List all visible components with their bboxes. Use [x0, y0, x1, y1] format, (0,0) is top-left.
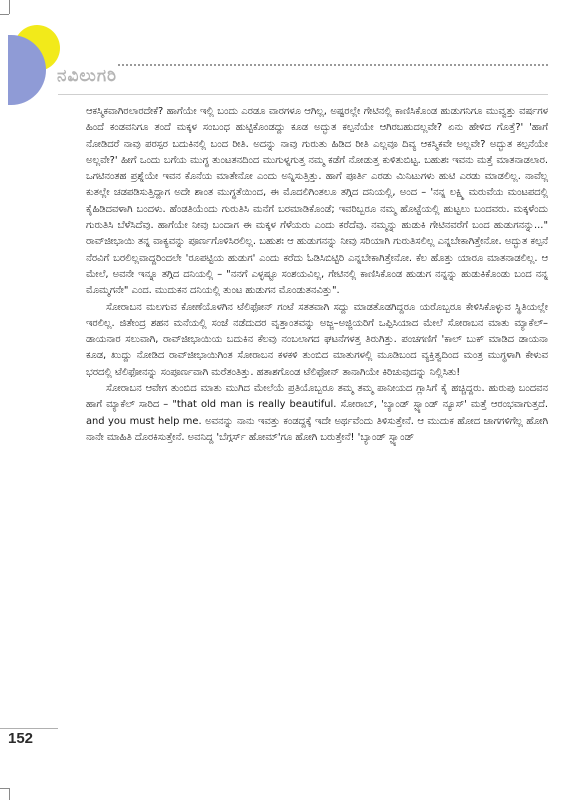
page-number-rule — [0, 728, 58, 729]
crop-mark-top-left-vertical — [9, 0, 10, 14]
paragraph-1: ಆಕಸ್ಮಿಕವಾಗಿರಲಾರದೇಕೆ? ಹಾಗೆಯೇ ಇಲ್ಲಿ ಬಂದು ಎರಡೂ ವಾರಗಳೂ ಆಗಿಲ್ಲ, ಅಷ್ಟರಲ್ಲೇ ಗೇಟಿನಲ್ಲಿ ಕಾಣಿಸಿಕೊಂಡ ಹುಡುಗನಿಗೂ ಮುವ್ವತ್ತು ವರ್ಷಗಳ ಹಿಂದೆ ಕಂಡವನಿಗೂ ತಂದೆ ಮಕ್ಕಳ ಸಂಬಂಧ ಹುಟ್ಟಿಕೊಂಡದ್ದು ಕೂಡ ಅದ್ಭುತ ಕಲ್ಪನೆಯೇ ಆಗಿರಬಹುದಲ್ಲವೇ? ಏನು ಹೇಳಿದ ಗೊತ್ತೆ?' 'ಹಾಗೆ ನೋಡಿದರೆ ನಾವು ಪರಸ್ಪರ ಬದುಕಿನಲ್ಲಿ ಬಂದ ರೀತಿ. ಅದನ್ನು ನಾವು ಗುರುತು ಹಿಡಿದ ರೀತಿ ಎಲ್ಲವೂ ದಿವ್ಯ ಆಕಸ್ಮಿಕವೇ ಅಲ್ಲವೇ? ಅದ್ಭುತ ಕಲ್ಪನೆಯೇ ಅಲ್ಲವೇ?' ಹೀಗೆ ಒಂದು ಬಗೆಯ ಮುಗ್ಧ ತುಂಟತನದಿಂದ ಮುಗುಳ್ನಗುತ್ತ ನಮ್ಮ ಕಡೆಗೆ ನೋಡುತ್ತ ಕುಳಿತುಬಿಟ್ಟ. ಬಹುಶಃ ಇವನು ಮತ್ತೆ ಮಾತನಾಡಲಾರ. ಒಗಟಿನಂತಹ ಪ್ರಶ್ನೆಯೇ ಇವನ ಕೊನೆಯ ಮಾತೇನೋ ಎಂದು ಅನ್ನಿಸುತ್ತಿತ್ತು. ಹಾಗೆ ಪೂರ್ತಿ ಎರಡು ಮಿನಿಟುಗಳು ಹುಟಿ ಎರಡು ಮಾಡಲಿಲ್ಲ. ನಾವೆಲ್ಲ ಕುತಲ್ಲೇ ಚಡಪಡಿಸುತ್ತಿದ್ದಾಗ ಅದೇ ಶಾಂತ ಮುಗ್ಧತೆಯಿಂದ, ಈ ಮೊದಲಿಗಿಂತಲೂ ತಗ್ಗಿದ ದನಿಯಲ್ಲಿ, ಅಂದ – 'ನನ್ನ ಲಕ್ಷ್ಮಿ ಮರುವೆಯ ಮಂಟಪದಲ್ಲಿ ಕೈಹಿಡಿದವಳಾಗಿ ಬಂದಳು. ಹೆಂಡತಿಯೆಂದು ಗುರುತಿಸಿ ಮನೆಗೆ ಬರಮಾಡಿಕೊಂಡೆ; ಇವರಿಬ್ಬರೂ ನಮ್ಮ ಹೊಟ್ಟೆಯಲ್ಲಿ ಹುಟ್ಟಲು ಬಂದವರು. ಮಕ್ಕಳೆಂದು ಗುರುತಿಸಿ ಬೆಳೆಸಿದೆವು. ಹಾಗೆಯೇ ನೀವು ಬಂದಾಗ ಈ ಮಕ್ಕಳ ಗೆಳೆಯರು ಎಂದು ಕರೆದೆವು. ನಮ್ಮನ್ನು ಹುಡುಕಿ ಗೇಟಿನವರೆಗೆ ಬಂದ ಹುಡುಗನನ್ನು..." ರಾವ್‌ಜೀಭಾಯಿ ತನ್ನ ವಾಕ್ಯವನ್ನು ಪೂರ್ಣಗೊಳಿಸಿರಲಿಲ್ಲ. ಬಹುಶಃ ಆ ಹುಡುಗನನ್ನು ನೀವು ಸರಿಯಾಗಿ ಗುರುತಿಸಲಿಲ್ಲ ಎನ್ನಬೇಕಾಗಿತ್ತೇನೋ. ಅದ್ಭುತ ಕಲ್ಪನೆ ನೆರವಿಗೆ ಬರಲಿಲ್ಲವಾದ್ದರಿಂದಲೇ 'ರೂಪಟ್ಟಿಯ ಹುಡುಗ' ಎಂದು ಕರೆದು ಓಡಿಸಿಬಿಟ್ಟಿರಿ ಎನ್ನಬೇಕಾಗಿತ್ತೇನೋ. ಕೆಲ ಹೊತ್ತು ಯಾರೂ ಮಾತನಾಡಲಿಲ್ಲ. ಆ ಮೇಲೆ, ಅವನೇ ಇನ್ನೂ ತಗ್ಗಿದ ದನಿಯಲ್ಲಿ – "ನನಗೆ ಎಳ್ಳಷ್ಟೂ ಸಂಶಯವಿಲ್ಲ, ಗೇಟಿನಲ್ಲಿ ಕಾಣಿಸಿಕೊಂಡ ಹುಡುಗ ನನ್ನನ್ನು ಹುಡುಕಿಕೊಂಡು ಬಂದ ನನ್ನ ಮೊಮ್ಮಗನೇ" ಎಂದ. ಮುದುಕನ ದನಿಯಲ್ಲಿ ತುಂಟ ಹುಡುಗನ ಮೊಂಡುತನವಿತ್ತು". — [86, 106, 548, 297]
crop-mark-bottom-left-horizontal — [0, 788, 9, 789]
crop-mark-top-left-horizontal — [0, 14, 9, 15]
crop-mark-bottom-left-vertical — [9, 788, 10, 800]
paragraph-3: ಸೋರಾಬನ ಆವೇಗ ತುಂಬಿದ ಮಾತು ಮುಗಿದ ಮೇಲೆಯೆ ಪ್ರತಿಯೊಬ್ಬರೂ ತಮ್ಮ ತಮ್ಮ ಪಾನೀಯದ ಗ್ಲಾಸಿಗೆ ಕೈ ಹಚ್ಚಿದ್ದರು. ಹುರುಪು ಬಂದವನ ಹಾಗೆ ಮ್ಯಾಕೆಲ್ ಸಾರಿದ – "that old man is really beautiful. ಸೋರಾಬ್, 'ಬ್ಯಾಂಡ್ ಸ್ಟ್ಯಾಂಡ್ ನ್ಯೂಸ್' ಮತ್ತೆ ಆರಂಭವಾಗುತ್ತದೆ. and you must help me. ಅವನನ್ನು ನಾನು ಇವತ್ತು ಕಂಡದ್ದಕ್ಕೆ ಇದೇ ಅರ್ಥವೆಂದು ತಿಳಿಸುತ್ತೇನೆ. ಆ ಮುದುಕ ಹೋದ ಜಾಗಗಳಿಗೆಲ್ಲ ಹೋಗಿ ನಾನೇ ಮಾಹಿತಿ ದೊರಕಿಸುತ್ತೇನೆ. ಅವನಿದ್ದ 'ಬೆಗ್ಗರ್ಸ್ ಹೋಮ್'ಗೂ ಹೋಗಿ ಬರುತ್ತೇನೆ! 'ಬ್ಯಾಂಡ್ ಸ್ಟ್ಯಾಂಡ್ — [86, 383, 548, 443]
section-title: ನವಿಲುಗರಿ — [57, 66, 118, 86]
header-dotted-rule — [118, 64, 548, 66]
body-text — [86, 104, 548, 446]
header-divider — [58, 94, 548, 95]
paragraph-2: ಸೋರಾಬನ ಮಲಗುವ ಕೋಣೆಯೊಳಗಿನ ಟೆಲಿಫೋನ್ ಗಂಟೆ ಸತತವಾಗಿ ಸದ್ದು ಮಾಡತೊಡಗಿದ್ದರೂ ಯರೊಬ್ಬರೂ ಕೇಳಿಸಿಕೊಳ್ಳುವ ಸ್ಥಿತಿಯಲ್ಲೇ ಇರಲಿಲ್ಲ. ಜಿತೇಂದ್ರ ಶಹನ ಮನೆಯಲ್ಲಿ ಸಂಜೆ ನಡೆದುದರ ವೃತ್ತಾಂತವನ್ನು ಅಜ್ಜ–ಅಜ್ಜಿಯರಿಗೆ ಒಪ್ಪಿಸಿಯಾದ ಮೇಲೆ ಸೋರಾಬನ ಮಾತು ಮ್ಯಾಕೆಲ್–ಡಾಯನಾರ ಸಲುವಾಗಿ, ರಾವ್‌ಜೀಭಾಯಿಯ ಬದುಕಿನ ಕೆಲವು ನಂಬಲಾಗದ ಘಟನೆಗಳತ್ತ ತಿರುಗಿತ್ತು. ಪಂಚಗಣಿಗೆ 'ಕಾಲ್ ಬುಕ್ ಮಾಡಿದ ಡಾಯನಾ ಕೂಡ, ಖುದ್ದು ನೋಡಿದ ರಾವ್‌ಜೀಭಾಯಿಗಿಂತ ಸೋರಾಬನ ಕಳಕಳಿ ತುಂಬಿದ ಮಾತುಗಳಲ್ಲಿ ಮೂಡಿಬಂದ ವ್ಯಕ್ತಿತ್ವದಿಂದ ಮಂತ್ರ ಮುಗ್ಧಳಾಗಿ ಕೇಳುವ ಭರದಲ್ಲಿ ಟೆಲಿಫೋನನ್ನು ಸಂಪೂರ್ಣವಾಗಿ ಮರೆತಂತಿತ್ತು. ಹತಾಶಗೊಂಡ ಟೆಲಿಫೋನ್ ತಾನಾಗಿಯೇ ಕಿರಿಚುವುದನ್ನು ನಿಲ್ಲಿಸಿತು! — [86, 301, 548, 378]
page-number: 152 — [8, 730, 34, 747]
